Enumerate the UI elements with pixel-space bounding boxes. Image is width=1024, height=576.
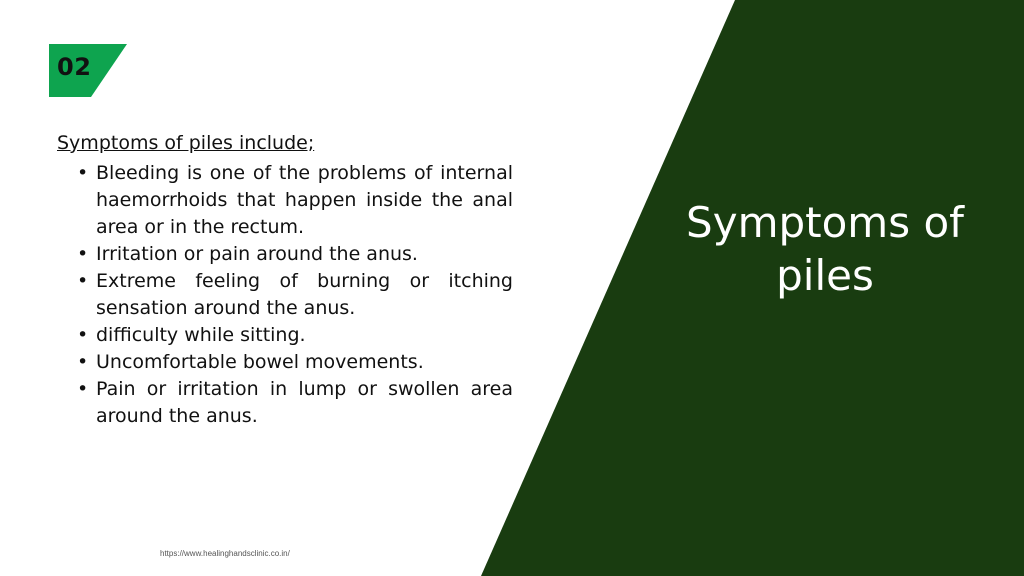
symptoms-content [57, 130, 513, 430]
symptoms-list [57, 160, 513, 430]
slide-title-line2: piles [776, 251, 874, 300]
bullet-icon: • [77, 378, 89, 400]
list-item [57, 349, 513, 376]
bullet-icon: • [77, 324, 89, 346]
list-item [57, 241, 513, 268]
list-item [57, 376, 513, 430]
list-item [57, 160, 513, 241]
bullet-icon: • [77, 351, 89, 373]
list-item-text: Irritation or pain around the anus. [96, 243, 418, 265]
list-item-text: Bleeding is one of the problems of internal haemorrhoids that happen inside the anal area or in the rectum. [96, 162, 513, 238]
list-item [57, 322, 513, 349]
symptoms-heading: Symptoms of piles include; [57, 132, 315, 154]
list-item-text: difficulty while sitting. [96, 324, 306, 346]
slide-title-line1: Symptoms of [686, 198, 964, 247]
footer-url: https://www.healinghandsclinic.co.in/ [160, 549, 290, 558]
list-item-text: Uncomfortable bowel movements. [96, 351, 424, 373]
bullet-icon: • [77, 243, 89, 265]
list-item-text: Extreme feeling of burning or itching sensation around the anus. [96, 270, 513, 319]
slide-title [660, 196, 990, 302]
bullet-icon: • [77, 270, 89, 292]
list-item [57, 268, 513, 322]
bullet-icon: • [77, 162, 89, 184]
slide-number: 02 [57, 53, 92, 81]
list-item-text: Pain or irritation in lump or swollen area around the anus. [96, 378, 513, 427]
